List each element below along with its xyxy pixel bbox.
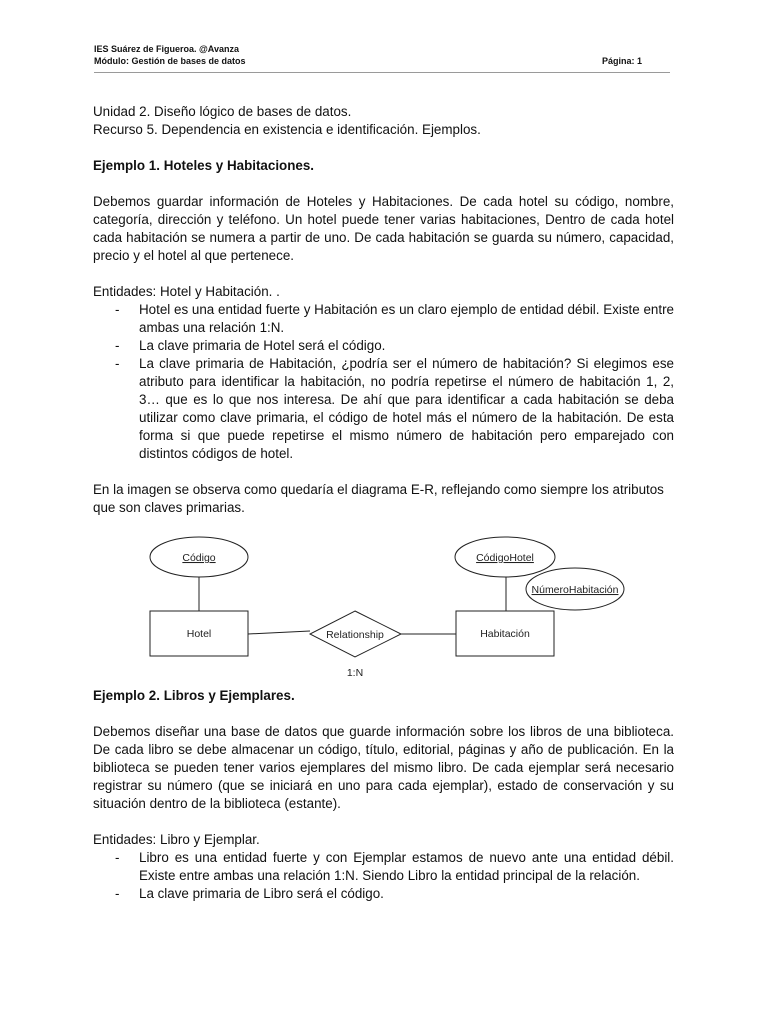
resource-title: Recurso 5. Dependencia en existencia e identificación. Ejemplos.	[93, 122, 481, 137]
list-item: - Libro es una entidad fuerte y con Ejemplar estamos de nuevo ante una entidad débil. Existe entre ambas una relación 1:N. Siendo Libro la entidad principal de la relación.	[93, 849, 674, 885]
list-item: - Hotel es una entidad fuerte y Habitación es un claro ejemplo de entidad débil. Existe entre ambas una relación 1:N.	[93, 301, 674, 337]
page-header	[94, 43, 670, 67]
header-divider	[94, 72, 670, 73]
attribute-codigohotel-label: CódigoHotel	[476, 552, 534, 564]
main-content	[93, 103, 674, 517]
entity-habitacion-label: Habitación	[480, 628, 530, 640]
entity-hotel-label: Hotel	[186, 628, 212, 640]
example2-bullet-list	[93, 849, 674, 903]
example1-description: Debemos guardar información de Hoteles y Habitaciones. De cada hotel su código, nombre, categoría, dirección y teléfono. Un hotel puede tener varias habitaciones, Dentro de cada hotel cada habitación se numera a partir de uno. De cada habitación se guarda su número, capacidad, precio y el hotel al que pertenece.	[93, 194, 674, 263]
example2-section	[93, 687, 674, 903]
list-item: - La clave primaria de Habitación, ¿podría ser el número de habitación? Si elegimos ese atributo para identificar la habitación, no podría repetirse el número de habitación 1, 2, 3… que es lo que nos interesa. De ahí que para identificar a cada habitación se deba utilizar como clave primaria, el código de hotel más el número de la habitación. De esta forma si que puede repetirse el mismo número de habitación pero emparejado con distintos códigos de hotel.	[93, 355, 674, 463]
example1-bullet-list	[93, 301, 674, 463]
attribute-codigo-label: Código	[182, 552, 216, 564]
example2-description: Debemos diseñar una base de datos que guarde información sobre los libros de una biblioteca. De cada libro se debe almacenar un código, título, editorial, páginas y año de publicación. En la biblioteca se pueden tener varios ejemplares del mismo libro. De cada ejemplar será necesario registrar su número (que se iniciará en uno para cada ejemplar), estado de conservación y su situación dentro de la biblioteca (estante).	[93, 724, 674, 811]
list-item: - La clave primaria de Hotel será el código.	[93, 337, 674, 355]
example2-entities: Entidades: Libro y Ejemplar.	[93, 832, 260, 847]
list-item: - La clave primaria de Libro será el código.	[93, 885, 674, 903]
header-module: Módulo: Gestión de bases de datos	[94, 56, 246, 66]
example1-title: Ejemplo 1. Hoteles y Habitaciones.	[93, 158, 315, 173]
example2-title: Ejemplo 2. Libros y Ejemplares.	[93, 688, 295, 703]
example1-entities: Entidades: Hotel y Habitación. .	[93, 284, 280, 299]
relationship-label: Relationship	[326, 629, 384, 641]
header-institution: IES Suárez de Figueroa. @Avanza	[94, 44, 239, 54]
unit-title: Unidad 2. Diseño lógico de bases de datos.	[93, 104, 352, 119]
diagram-intro: En la imagen se observa como quedaría el diagrama E-R, reflejando como siempre los atributos que son claves primarias.	[93, 482, 664, 515]
attribute-numerohabitacion-label: NúmeroHabitación	[531, 584, 619, 596]
cardinality-label: 1:N	[346, 667, 364, 679]
relationship-link-left	[248, 631, 310, 634]
er-diagram	[93, 530, 674, 680]
header-page-number: Página: 1	[601, 56, 642, 66]
